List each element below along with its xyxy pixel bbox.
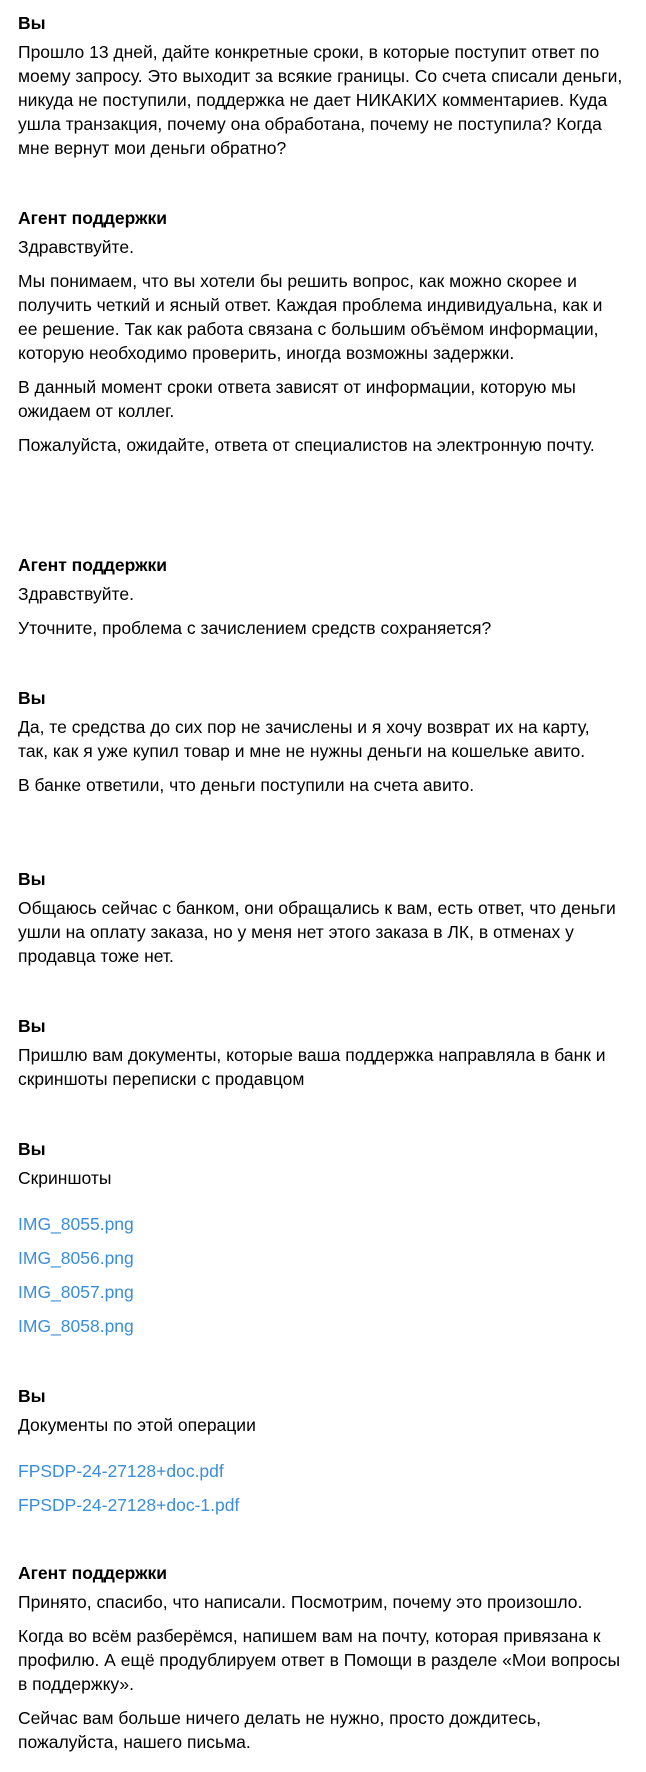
attachment-link[interactable]: IMG_8056.png bbox=[18, 1248, 134, 1268]
message-author: Вы bbox=[18, 869, 46, 889]
message-user bbox=[18, 685, 624, 807]
message-author: Вы bbox=[18, 1016, 46, 1036]
message-text: Общаюсь сейчас с банком, они обращались к вам, есть ответ, что деньги ушли на оплату заказа, но у меня нет этого заказа в ЛК, в отменах у продавца тоже нет. bbox=[18, 898, 616, 966]
message-text: Мы понимаем, что вы хотели бы решить вопрос, как можно скорее и получить четкий и ясный ответ. Каждая проблема индивидуальна, как и ее решение. Так как работа связана с большим объёмом информации, которую необходимо проверить, иногда возможны задержки. bbox=[18, 271, 603, 363]
message-author: Агент поддержки bbox=[18, 1563, 168, 1583]
attachment-link[interactable]: IMG_8055.png bbox=[18, 1214, 134, 1234]
attachment-link[interactable]: FPSDP-24-27128+doc-1.pdf bbox=[18, 1495, 240, 1515]
message-author: Агент поддержки bbox=[18, 208, 168, 228]
message-text: Пожалуйста, ожидайте, ответа от специалистов на электронную почту. bbox=[18, 435, 595, 455]
message-author: Вы bbox=[18, 688, 46, 708]
message-author: Вы bbox=[18, 1139, 46, 1159]
message-text: Документы по этой операции bbox=[18, 1415, 256, 1435]
message-support bbox=[18, 205, 624, 467]
message-author: Агент поддержки bbox=[18, 555, 168, 575]
message-author: Вы bbox=[18, 1386, 46, 1406]
message-text: Прошло 13 дней, дайте конкретные сроки, в которые поступит ответ по моему запросу. Это выходит за всякие границы. Со счета списали деньги, никуда не поступили, поддержка не дает НИКАКИХ комментариев. Куда ушла транзакция, почему она обработана, почему не поступила? Когда мне вернут мои деньги обратно? bbox=[18, 42, 623, 158]
message-text: Скриншоты bbox=[18, 1168, 112, 1188]
message-text: В данный момент сроки ответа зависят от информации, которую мы ожидаем от коллег. bbox=[18, 377, 576, 421]
message-text: Пришлю вам документы, которые ваша поддержка направляла в банк и скриншоты переписки с продавцом bbox=[18, 1045, 606, 1089]
attachment-link[interactable]: FPSDP-24-27128+doc.pdf bbox=[18, 1461, 224, 1481]
attachment-list bbox=[18, 1212, 624, 1338]
message-user bbox=[18, 866, 624, 978]
message-text: В банке ответили, что деньги поступили на счета авито. bbox=[18, 775, 475, 795]
message-text: Здравствуйте. bbox=[18, 584, 134, 604]
message-support bbox=[18, 1560, 624, 1764]
message-text: Сейчас вам больше ничего делать не нужно, просто дождитесь, пожалуйста, нашего письма. bbox=[18, 1708, 541, 1752]
message-text: Здравствуйте. bbox=[18, 237, 134, 257]
attachment-list bbox=[18, 1459, 624, 1517]
message-user bbox=[18, 1136, 624, 1348]
message-author: Вы bbox=[18, 13, 46, 33]
message-text: Когда во всём разберёмся, напишем вам на почту, которая привязана к профилю. А ещё продублируем ответ в Помощи в разделе «Мои вопросы в поддержку». bbox=[18, 1626, 621, 1694]
message-text: Уточните, проблема с зачислением средств сохраняется? bbox=[18, 618, 492, 638]
message-text: Да, те средства до сих пор не зачислены и я хочу возврат их на карту, так, как я уже купил товар и мне не нужны деньги на кошельке авито. bbox=[18, 717, 590, 761]
message-text: Принято, спасибо, что написали. Посмотрим, почему это произошло. bbox=[18, 1592, 583, 1612]
message-user bbox=[18, 10, 624, 170]
message-support bbox=[18, 552, 624, 650]
message-user bbox=[18, 1383, 624, 1527]
message-user bbox=[18, 1013, 624, 1101]
attachment-link[interactable]: IMG_8058.png bbox=[18, 1316, 134, 1336]
attachment-link[interactable]: IMG_8057.png bbox=[18, 1282, 134, 1302]
